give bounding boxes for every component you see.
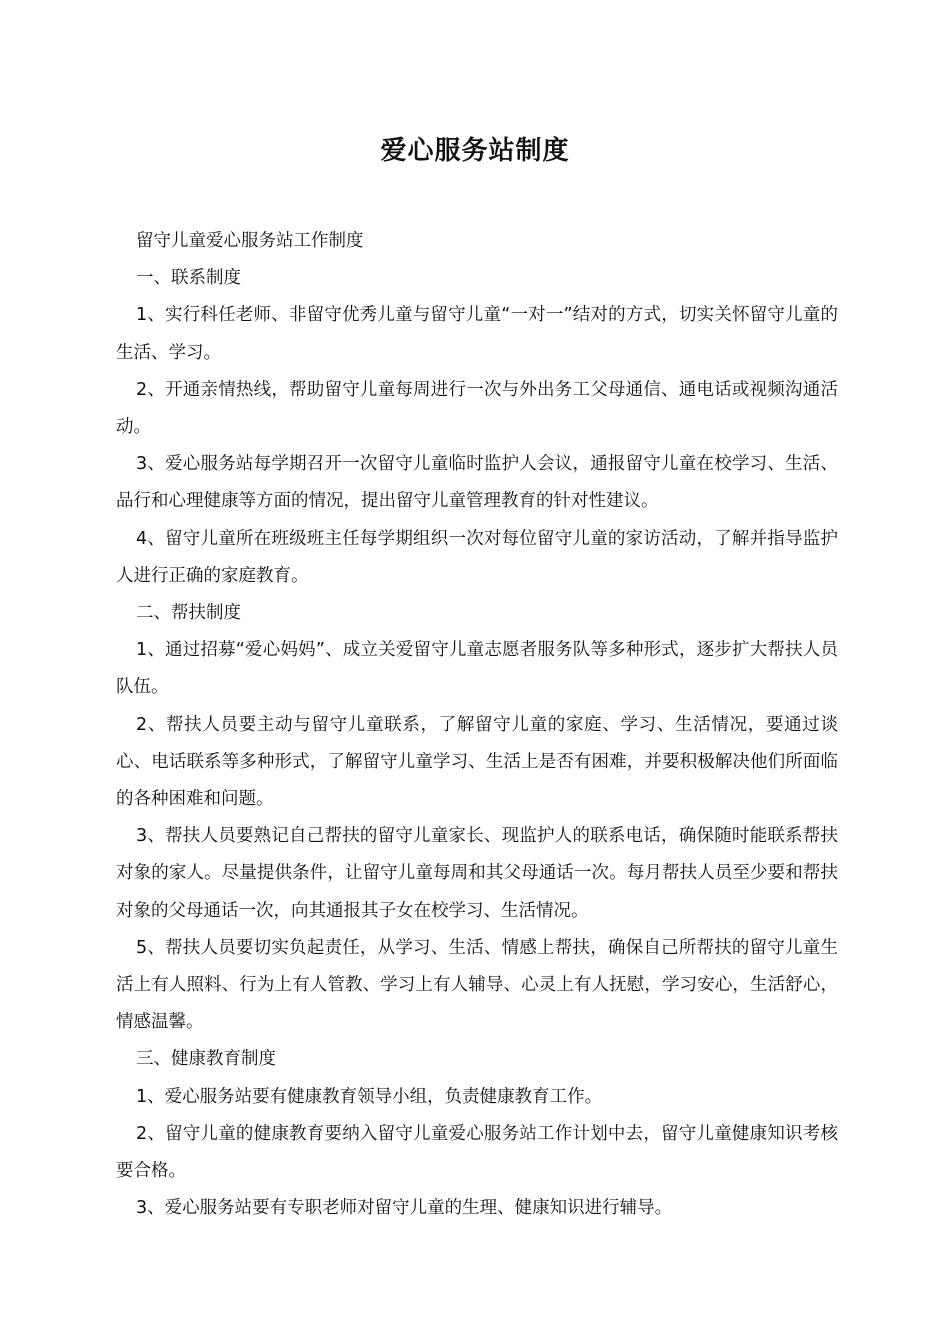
document-body (116, 223, 838, 1227)
paragraph: 1、实行科任老师、非留守优秀儿童与留守儿童“一对一”结对的方式，切实关怀留守儿童的生活、学习。 (116, 305, 838, 363)
paragraph: 4、留守儿童所在班级班主任每学期组织一次对每位留守儿童的家访活动，了解并指导监护人进行正确的家庭教育。 (116, 528, 838, 586)
paragraph: 2、帮扶人员要主动与留守儿童联系，了解留守儿童的家庭、学习、生活情况，要通过谈心、电话联系等多种形式，了解留守儿童学习、生活上是否有困难，并要积极解决他们所面临的各种困难和问题。 (116, 714, 838, 810)
section-heading-contact: 一、联系制度 (136, 268, 241, 289)
section-heading-health: 三、健康教育制度 (136, 1049, 276, 1070)
paragraph: 2、留守儿童的健康教育要纳入留守儿童爱心服务站工作计划中去，留守儿童健康知识考核要合格。 (116, 1123, 838, 1182)
section-intro-heading: 留守儿童爱心服务站工作制度 (136, 231, 364, 251)
section-heading-assistance: 二、帮扶制度 (136, 603, 241, 624)
paragraph: 3、爱心服务站每学期召开一次留守儿童临时监护人会议，通报留守儿童在校学习、生活、品行和心理健康等方面的情况，提出留守儿童管理教育的针对性建议。 (116, 454, 838, 512)
paragraph: 3、爱心服务站要有专职老师对留守儿童的生理、健康知识进行辅导。 (136, 1198, 673, 1219)
paragraph: 1、通过招募“爱心妈妈”、成立关爱留守儿童志愿者服务队等多种形式，逐步扩大帮扶人员队伍。 (116, 640, 838, 698)
paragraph: 1、爱心服务站要有健康教育领导小组，负责健康教育工作。 (136, 1086, 603, 1107)
document-title: 爱心服务站制度 (380, 136, 570, 166)
paragraph: 3、帮扶人员要熟记自己帮扶的留守儿童家长、现监护人的联系电话，确保随时能联系帮扶对象的家人。尽量提供条件，让留守儿童每周和其父母通话一次。每月帮扶人员至少要和帮扶对象的父母通话一次，向其通报其子女在校学习、生活情况。 (116, 826, 838, 921)
paragraph: 5、帮扶人员要切实负起责任，从学习、生活、情感上帮扶，确保自己所帮扶的留守儿童生活上有人照料、行为上有人管教、学习上有人辅导、心灵上有人抚慰，学习安心，生活舒心，情感温馨。 (116, 937, 838, 1033)
paragraph: 2、开通亲情热线，帮助留守儿童每周进行一次与外出务工父母通信、通电话或视频沟通活动。 (116, 379, 838, 438)
